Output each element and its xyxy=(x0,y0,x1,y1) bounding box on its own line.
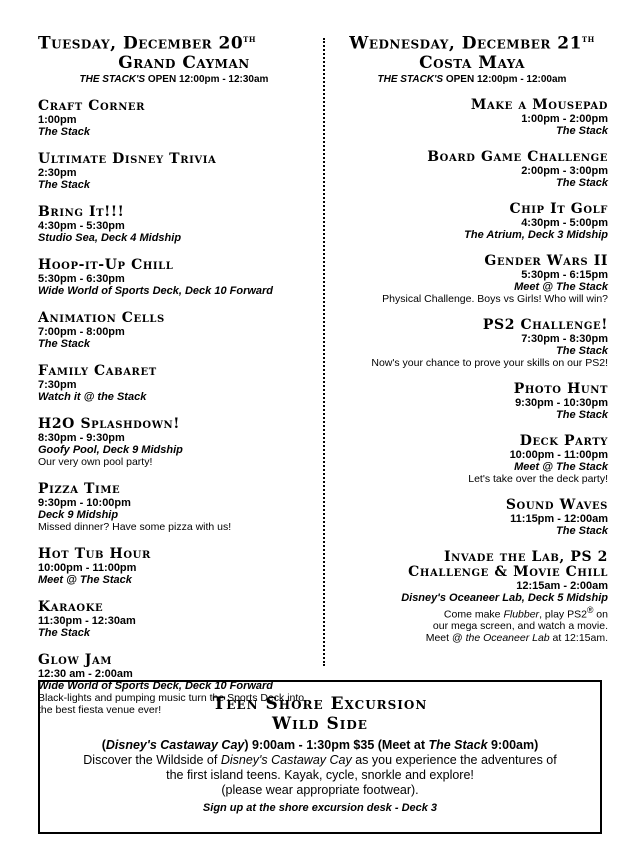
event-name: Karaoke xyxy=(38,598,104,615)
event-location: The Stack xyxy=(556,176,608,189)
event-item xyxy=(336,98,608,137)
event-time: 7:00pm - 8:00pm xyxy=(38,325,125,338)
event-description: Come make Flubber, play PS2® on our mega screen, and watch a movie. Meet @ the Oceaneer Lab at 12:15am. xyxy=(425,604,608,645)
event-name: Sound Waves xyxy=(505,496,608,513)
event-location: Wide World of Sports Deck, Deck 10 Forward xyxy=(38,284,274,297)
event-time: 5:30pm - 6:15pm xyxy=(521,268,608,281)
event-time: 11:30pm - 12:30am xyxy=(38,614,136,627)
event-time: 1:00pm xyxy=(38,113,77,126)
event-time: 4:30pm - 5:30pm xyxy=(38,219,125,232)
shore-excursion-box xyxy=(38,680,602,834)
event-location: The Stack xyxy=(38,337,90,350)
event-item xyxy=(38,547,310,586)
event-location: Deck 9 Midship xyxy=(38,508,119,521)
column-divider xyxy=(323,38,325,666)
event-time: 4:30pm - 5:00pm xyxy=(521,216,608,229)
event-name: Family Cabaret xyxy=(38,362,157,379)
event-item xyxy=(38,600,310,639)
event-time: 2:00pm - 3:00pm xyxy=(521,164,608,177)
event-location: Watch it @ the Stack xyxy=(38,390,147,403)
wednesday-title: Wednesday, December 21th xyxy=(349,33,595,54)
event-name: Hoop-it-Up Chill xyxy=(38,256,174,273)
event-time: 9:30pm - 10:00pm xyxy=(38,496,131,509)
event-time: 1:00pm - 2:00pm xyxy=(521,112,608,125)
event-name-line2: Challenge & Movie Chill xyxy=(408,563,608,580)
event-item xyxy=(38,99,310,138)
event-item xyxy=(336,318,608,369)
event-name: Invade the Lab, PS 2 xyxy=(443,548,608,565)
event-description: Now's your chance to prove your skills on our PS2! xyxy=(371,356,608,369)
event-name: Animation Cells xyxy=(38,309,165,326)
event-time: 7:30pm - 8:30pm xyxy=(521,332,608,345)
wednesday-events xyxy=(336,98,608,537)
event-name: Photo Hunt xyxy=(513,380,608,397)
event-item xyxy=(336,498,608,537)
event-location: Meet @ The Stack xyxy=(514,280,608,293)
event-time: 2:30pm xyxy=(38,166,77,179)
event-time: 8:30pm - 9:30pm xyxy=(38,431,125,444)
tuesday-port: Grand Cayman xyxy=(118,52,250,73)
excursion-title: Teen Shore Excursion xyxy=(212,694,428,714)
tuesday-hours: THE STACK'S OPEN 12:00pm - 12:30am xyxy=(79,73,269,85)
event-name: Ultimate Disney Trivia xyxy=(38,150,217,167)
event-location: Goofy Pool, Deck 9 Midship xyxy=(38,443,183,456)
event-item xyxy=(336,382,608,421)
event-item xyxy=(336,434,608,485)
event-invade-the-lab xyxy=(336,550,608,645)
event-name: Deck Party xyxy=(519,432,608,449)
event-location: The Stack xyxy=(556,524,608,537)
event-item xyxy=(38,205,310,244)
event-description: Our very own pool party! xyxy=(38,455,153,468)
event-item xyxy=(336,150,608,189)
event-time: 12:30 am - 2:00am xyxy=(38,667,133,680)
excursion-description: Discover the Wildside of Disney's Castaway Cay as you experience the adventures of the first island teens. Kayak, cycle, snorkle and explore! (please wear appropriate footwear). xyxy=(83,753,557,797)
event-name: Glow Jam xyxy=(38,651,113,668)
tuesday-column xyxy=(38,30,310,716)
event-time: 12:15am - 2:00am xyxy=(516,579,608,592)
tuesday-events xyxy=(38,99,310,716)
event-time: 5:30pm - 6:30pm xyxy=(38,272,125,285)
event-name: Make a Mousepad xyxy=(470,96,608,113)
event-location: Meet @ The Stack xyxy=(514,460,608,473)
event-time: 9:30pm - 10:30pm xyxy=(515,396,608,409)
event-name: H2O Splashdown! xyxy=(38,415,181,432)
event-location: The Atrium, Deck 3 Midship xyxy=(464,228,608,241)
wednesday-column xyxy=(336,30,608,644)
event-location: The Stack xyxy=(38,626,90,639)
event-location: The Stack xyxy=(556,408,608,421)
event-name: Gender Wars II xyxy=(484,252,608,269)
event-item xyxy=(38,417,310,468)
event-time: 7:30pm xyxy=(38,378,77,391)
event-name: Craft Corner xyxy=(38,97,146,114)
event-name: Pizza Time xyxy=(38,480,121,497)
event-description: Physical Challenge. Boys vs Girls! Who will win? xyxy=(382,292,608,305)
event-location: The Stack xyxy=(38,125,90,138)
event-time: 10:00pm - 11:00pm xyxy=(509,448,608,461)
event-item xyxy=(336,254,608,305)
excursion-signup: Sign up at the shore excursion desk - Deck 3 xyxy=(202,802,438,814)
event-time: 11:15pm - 12:00am xyxy=(510,512,608,525)
event-location: The Stack xyxy=(556,344,608,357)
tuesday-title: Tuesday, December 20th xyxy=(38,33,256,54)
event-location: Disney's Oceaneer Lab, Deck 5 Midship xyxy=(401,591,608,604)
excursion-subtitle: Wild Side xyxy=(272,714,368,734)
event-description: Let's take over the deck party! xyxy=(468,472,608,485)
event-item xyxy=(38,258,310,297)
event-location: The Stack xyxy=(38,178,90,191)
event-name: Bring It!!! xyxy=(38,203,125,220)
event-name: Board Game Challenge xyxy=(427,148,608,165)
event-location: The Stack xyxy=(556,124,608,137)
event-item xyxy=(38,482,310,533)
wednesday-hours: THE STACK'S OPEN 12:00pm - 12:00am xyxy=(377,73,567,85)
event-item xyxy=(38,364,310,403)
wednesday-port: Costa Maya xyxy=(419,52,525,73)
event-time: 10:00pm - 11:00pm xyxy=(38,561,137,574)
event-item xyxy=(38,311,310,350)
event-location: Wide World of Sports Deck, Deck 10 Forward xyxy=(38,679,274,692)
event-location: Meet @ The Stack xyxy=(38,573,132,586)
excursion-details: (Disney's Castaway Cay) 9:00am - 1:30pm $35 (Meet at The Stack 9:00am) xyxy=(101,738,539,752)
event-item xyxy=(336,202,608,241)
event-description: Missed dinner? Have some pizza with us! xyxy=(38,520,232,533)
event-location: Studio Sea, Deck 4 Midship xyxy=(38,231,182,244)
event-name: Hot Tub Hour xyxy=(38,545,151,562)
event-name: Chip It Golf xyxy=(509,200,608,217)
event-name: PS2 Challenge! xyxy=(482,316,608,333)
event-description: Black-lights and pumping music turn the Sports Deck into the best fiesta venue ever! xyxy=(38,691,305,716)
event-item xyxy=(38,152,310,191)
